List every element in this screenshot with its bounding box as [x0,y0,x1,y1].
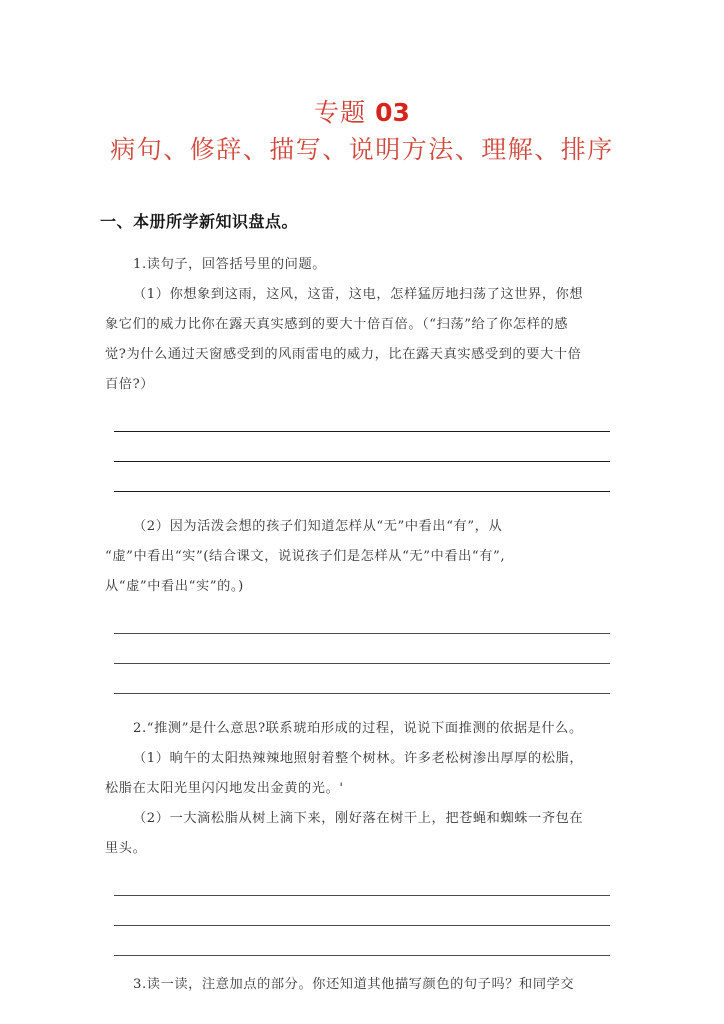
question-1-stem: 1.读句子，回答括号里的问题。 [133,257,327,272]
answer-line[interactable] [105,468,619,498]
question-1-sub1-line3: 觉?为什么通过天窗感受到的风雨雷电的威力，比在露天真实感受到的要大十倍 [105,347,582,362]
question-1-sub1-line1: （1）你想象到这雨，这风，这雷，这电，怎样猛厉地扫荡了这世界，你想 [133,287,584,302]
title-number: 03 [375,98,410,127]
section-heading: 一、本册所学新知识盘点。 [100,212,299,231]
document-title-block [0,96,724,168]
answer-line[interactable] [105,610,619,640]
title-prefix: 专题 [314,98,367,127]
answer-lines-group-2 [105,610,619,700]
question-1-sub2-line1: （2）因为活泼会想的孩子们知道怎样从“无”中看出“有”，从 [133,519,503,534]
worksheet-content [0,250,724,1000]
question-1-sub1-line2: 象它们的威力比你在露天真实感到的要大十倍百倍。（“扫荡”给了你怎样的感 [105,317,569,332]
answer-line[interactable] [105,670,619,700]
spacer [0,864,724,872]
question-2-stem: 2.“推测”是什么意思?联系琥珀形成的过程，说说下面推测的依据是什么。 [133,721,583,736]
page-title [0,96,724,130]
question-3-stem: 3.读一读，注意加点的部分。你还知道其他描写颜色的句子吗？和同学交 [133,977,575,992]
question-1-sub2-line2: “虚”中看出“实”(结合课文，说说孩子们是怎样从“无”中看出“有”, [105,549,506,564]
spacer [0,962,724,970]
answer-lines-group-3 [105,872,619,962]
spacer [0,700,724,714]
spacer [0,602,724,610]
question-1-sub2-line3: 从“虚”中看出“实”的。) [105,579,244,594]
question-2-sub1-line2: 松脂在太阳光里闪闪地发出金黄的光。' [105,781,344,796]
answer-line[interactable] [105,932,619,962]
answer-lines-group-1 [105,408,619,498]
spacer [0,400,724,408]
answer-line[interactable] [105,438,619,468]
question-2-sub2-line1: （2）一大滴松脂从树上滴下来，刚好落在树干上，把苍蝇和蜘蛛一齐包在 [133,811,584,826]
answer-line[interactable] [105,902,619,932]
question-2-sub1-line1: （1）晌午的太阳热辣辣地照射着整个树林。许多老松树渗出厚厚的松脂， [133,751,584,766]
question-1-sub1-line4: 百倍?） [105,377,155,392]
page-subtitle: 病句、修辞、描写、说明方法、理解、排序 [110,135,614,164]
answer-line[interactable] [105,872,619,902]
answer-line[interactable] [105,408,619,438]
spacer [0,498,724,512]
answer-line[interactable] [105,640,619,670]
question-2-sub2-line2: 里头。 [105,841,147,856]
